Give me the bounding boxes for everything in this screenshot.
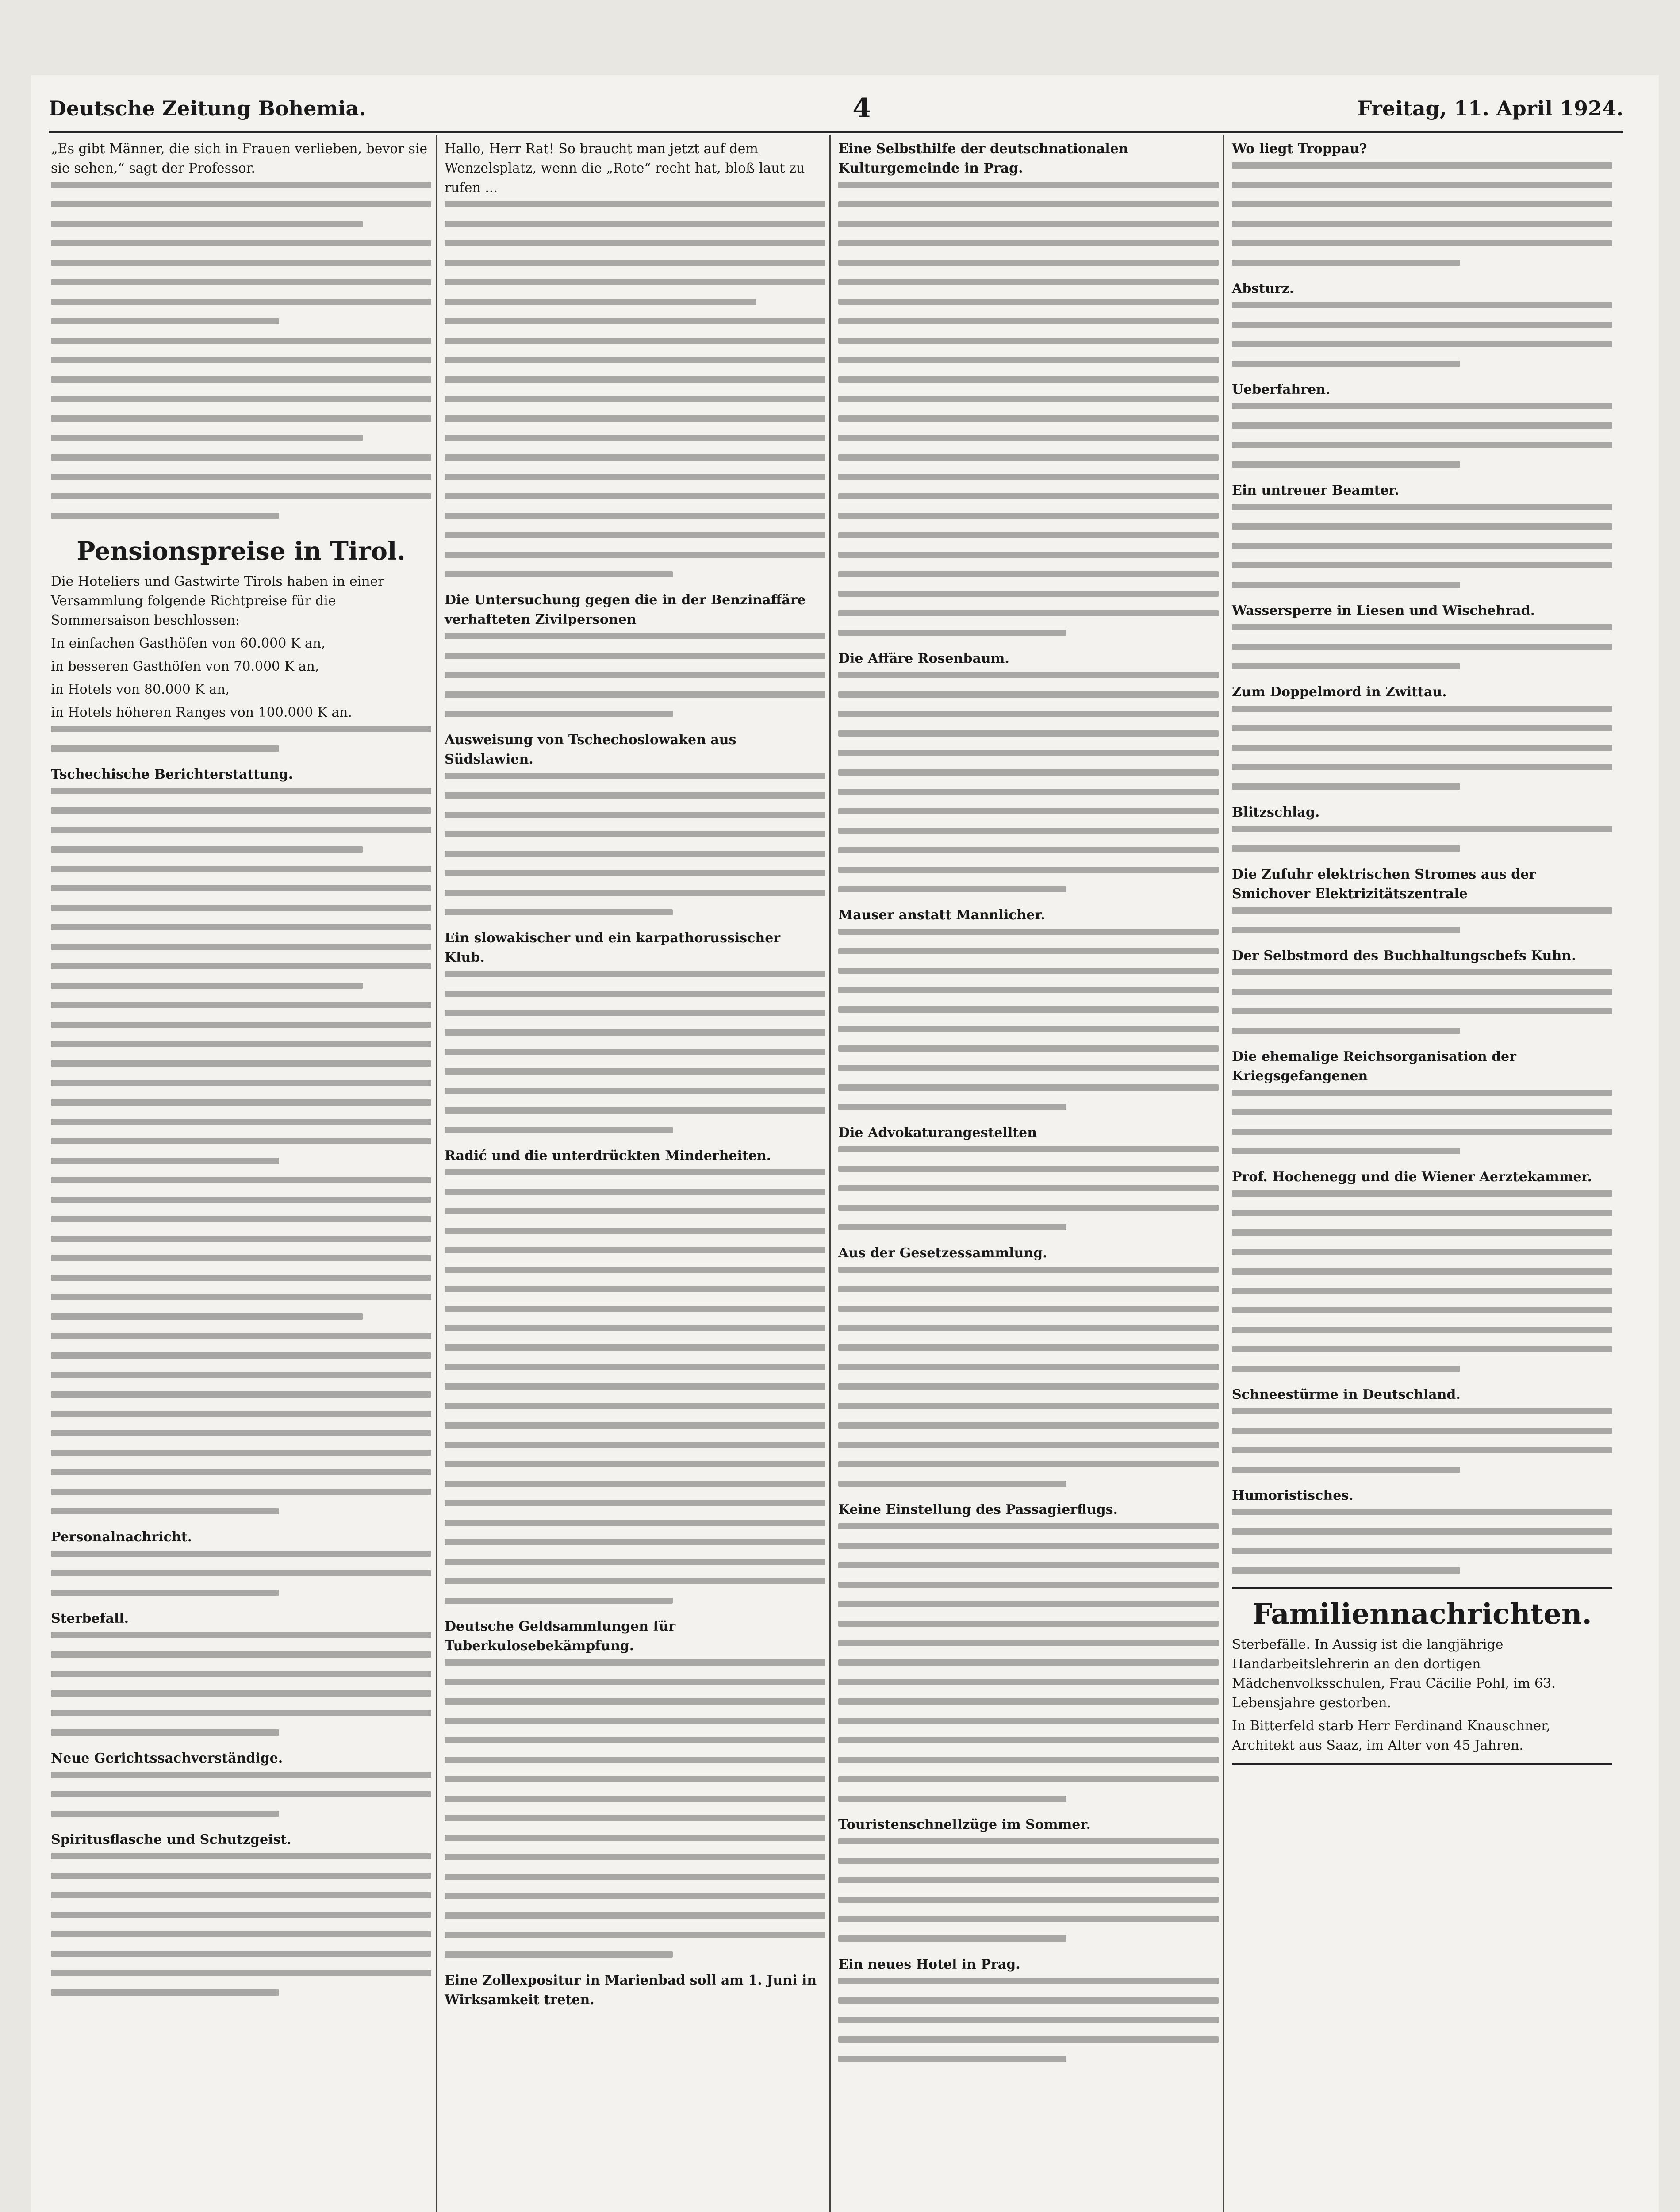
- column-1: [51, 139, 431, 2009]
- news-item-title: Ein neues Hotel in Prag.: [838, 1957, 1020, 1972]
- news-item-title: Tschechische Berichterstattung.: [51, 767, 293, 782]
- news-item-title: Radić und die unterdrückten Minderheiten.: [445, 1148, 771, 1164]
- news-item-title: Blitzschlag.: [1232, 805, 1320, 820]
- news-item-title: Wassersperre in Liesen und Wischehrad.: [1232, 603, 1535, 618]
- article-opening: „Es gibt Männer, die sich in Frauen verlieben, bevor sie sie sehen,“ sagt der Professor.: [51, 141, 428, 176]
- news-item-title: Aus der Gesetzessammlung.: [838, 1245, 1047, 1261]
- tirol-price: In einfachen Gasthöfen von 60.000 K an,: [51, 636, 326, 651]
- tirol-price: in besseren Gasthöfen von 70.000 K an,: [51, 659, 319, 674]
- headline-tirol: Pensionspreise in Tirol.: [77, 537, 406, 566]
- header-rule: [49, 131, 1623, 133]
- news-item-title: Die Advokaturangestellten: [838, 1125, 1037, 1141]
- news-item-title: Die Untersuchung gegen die in der Benzinaffäre verhafteten Zivilpersonen: [445, 592, 806, 627]
- news-item-title: Neue Gerichtssachverständige.: [51, 1751, 283, 1766]
- news-item-title: Eine Zollexpositur in Marienbad soll am 1. Juni in Wirksamkeit treten.: [445, 1973, 817, 2008]
- family-notice: In Bitterfeld starb Herr Ferdinand Knauschner, Architekt aus Saaz, im Alter von 45 Jahren.: [1232, 1718, 1550, 1753]
- tirol-intro: Die Hoteliers und Gastwirte Tirols haben in einer Versammlung folgende Richtpreise für die Sommersaison beschlossen:: [51, 574, 384, 628]
- news-item-title: Deutsche Geldsammlungen für Tuberkulosebekämpfung.: [445, 1619, 676, 1654]
- news-item-title: Die Zufuhr elektrischen Stromes aus der Smichover Elektrizitätszentrale: [1232, 867, 1536, 902]
- news-item-title: Ueberfahren.: [1232, 382, 1331, 397]
- news-item-title: Absturz.: [1232, 281, 1294, 296]
- news-item-title: Die Affäre Rosenbaum.: [838, 651, 1009, 666]
- news-item-title: Der Selbstmord des Buchhaltungschefs Kuhn.: [1232, 948, 1576, 964]
- news-item-title: Zum Doppelmord in Zwittau.: [1232, 684, 1447, 700]
- news-item-title: Die ehemalige Reichsorganisation der Kriegsgefangenen: [1232, 1049, 1516, 1084]
- news-item-title: Ein untreuer Beamter.: [1232, 483, 1400, 498]
- column-4: [1232, 139, 1612, 1765]
- family-notices: [1232, 1587, 1612, 1765]
- masthead: Deutsche Zeitung Bohemia.: [49, 96, 366, 120]
- news-item-title: Spiritusflasche und Schutzgeist.: [51, 1832, 292, 1847]
- column-3: [838, 139, 1219, 2075]
- news-item-title: Prof. Hochenegg und die Wiener Aerztekammer.: [1232, 1169, 1592, 1185]
- page-header: [49, 86, 1623, 131]
- news-item-title: Mauser anstatt Mannlicher.: [838, 907, 1046, 923]
- article-opening: Hallo, Herr Rat! So braucht man jetzt auf dem Wenzelsplatz, wenn die „Rote“ recht hat, bloß laut zu rufen ...: [445, 141, 805, 196]
- news-item-title: Touristenschnellzüge im Sommer.: [838, 1817, 1091, 1832]
- article-text: [51, 182, 431, 519]
- tirol-price: in Hotels von 80.000 K an,: [51, 682, 230, 697]
- news-item-title: Ein slowakischer und ein karpathorussischer Klub.: [445, 930, 781, 965]
- column-divider: [1223, 135, 1224, 2212]
- news-item-title: Ausweisung von Tschechoslowaken aus Südslawien.: [445, 732, 736, 767]
- news-item-title: Eine Selbsthilfe der deutschnationalen Kulturgemeinde in Prag.: [838, 141, 1128, 176]
- article-text: [51, 788, 431, 1514]
- news-item-title: Schneestürme in Deutschland.: [1232, 1387, 1461, 1402]
- news-item-title: Sterbefall.: [51, 1611, 129, 1626]
- column-divider: [829, 135, 831, 2212]
- column-2: [445, 139, 825, 2013]
- news-item-title: Wo liegt Troppau?: [1232, 141, 1367, 157]
- issue-date: Freitag, 11. April 1924.: [1357, 96, 1623, 120]
- page-number: 4: [852, 93, 871, 124]
- tirol-price: in Hotels höheren Ranges von 100.000 K an.: [51, 705, 352, 720]
- news-item-title: Humoristisches.: [1232, 1488, 1354, 1503]
- article-text: [445, 201, 825, 577]
- family-notices-title: Familiennachrichten.: [1252, 1598, 1592, 1631]
- column-divider: [436, 135, 437, 2212]
- news-item-title: Keine Einstellung des Passagierflugs.: [838, 1502, 1118, 1517]
- news-item-title: Personalnachricht.: [51, 1529, 192, 1545]
- family-notice: Sterbefälle. In Aussig ist die langjährige Handarbeitslehrerin an den dortigen Mädchenvolksschulen, Frau Cäcilie Pohl, im 63. Lebensjahre gestorben.: [1232, 1637, 1556, 1711]
